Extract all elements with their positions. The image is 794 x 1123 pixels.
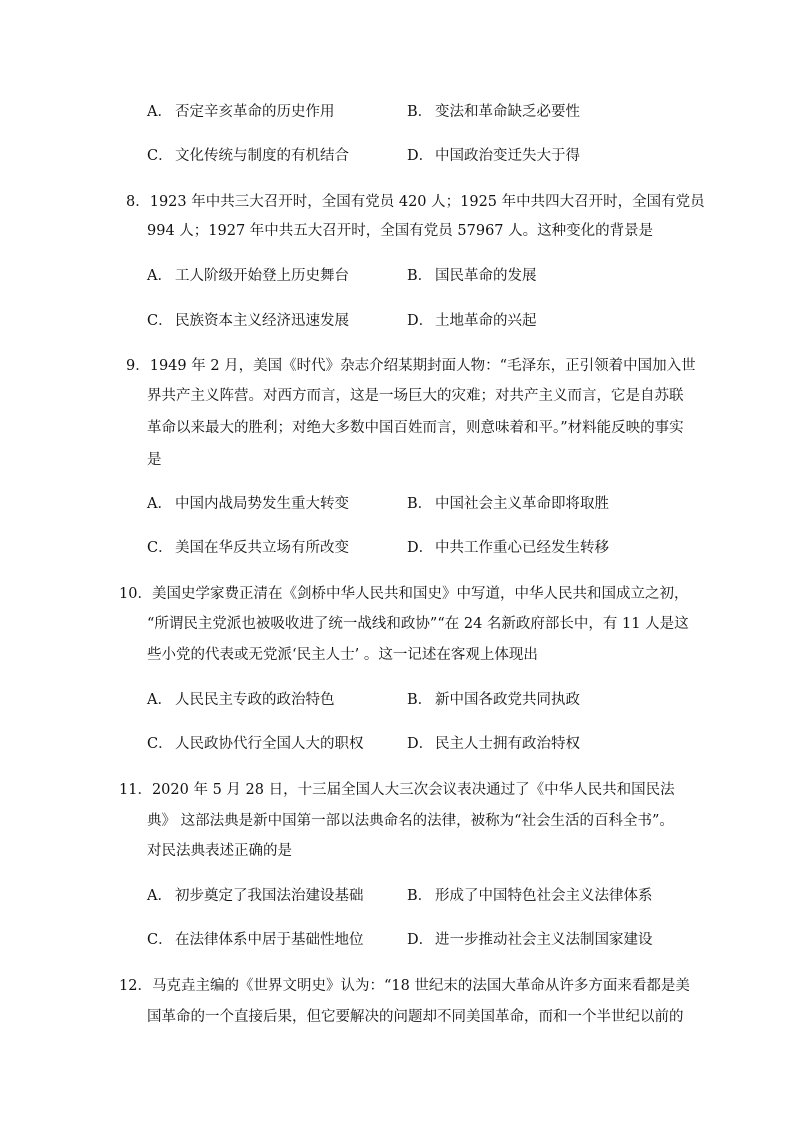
q12-stem-line-1: 12．马克垚主编的《世界文明史》认为：“18 世纪末的法国大革命从许多方面来看都是美: [119, 978, 690, 994]
q7-option-a: A． 否定辛亥革命的历史作用: [147, 104, 335, 120]
q11-option-b: B． 形成了中国特色社会主义法律体系: [407, 888, 653, 904]
q8-options-row-1: [147, 266, 707, 286]
q10-options-row-2: [147, 734, 707, 754]
q11-options-row-2: [147, 930, 707, 950]
q11-stem-line-2: 典》 这部法典是新中国第一部以法典命名的法律，被称为“社会生活的百科全书”。: [147, 813, 674, 829]
q7-option-c: C． 文化传统与制度的有机结合: [147, 148, 349, 164]
q7-option-b: B． 变法和革命缺乏必要性: [407, 104, 580, 120]
q10-stem-line-2: “所谓民主党派也被吸收进了统一战线和政协”“在 24 名新政府部长中，有 11 人是这: [147, 616, 689, 632]
q8-option-c: C． 民族资本主义经济迅速发展: [147, 313, 349, 329]
q8-option-b: B． 国民革命的发展: [407, 268, 537, 284]
q9-stem-line-2: 界共产主义阵营。对西方而言，这是一场巨大的灾难；对共产主义而言，它是自苏联: [147, 388, 684, 404]
q10-option-a: A． 人民民主专政的政治特色: [147, 692, 335, 708]
q9-stem-line-4: 是: [147, 452, 162, 468]
q8-option-a: A． 工人阶级开始登上历史舞台: [147, 268, 349, 284]
q9-stem-line-1: 9．1949 年 2 月，美国《时代》杂志介绍某期封面人物：“毛泽东，正引领着中国加入世: [126, 358, 696, 374]
q11-option-d: D． 进一步推动社会主义法制国家建设: [407, 932, 653, 948]
q8-option-d: D． 土地革命的兴起: [407, 313, 537, 329]
q9-options-row-2: [147, 538, 707, 558]
q11-stem-line-3: 对民法典表述正确的是: [147, 843, 292, 859]
q10-stem-line-3: 些小党的代表或无党派‘民主人士’ 。这一记述在客观上体现出: [147, 647, 538, 663]
q10-options-row-1: [147, 690, 707, 710]
q9-stem-line-3: 革命以来最大的胜利；对绝大多数中国百姓而言，则意味着和平。”材料能反映的事实: [147, 420, 684, 436]
q10-option-b: B． 新中国各政党共同执政: [407, 692, 580, 708]
q10-stem-line-1: 10．美国史学家费正清在《剑桥中华人民共和国史》中写道，中华人民共和国成立之初，: [119, 586, 689, 602]
q11-stem-line-1: 11．2020 年 5 月 28 日，十三届全国人大三次会议表决通过了《中华人民共和国民法: [119, 782, 675, 798]
q7-options-row-1: [147, 102, 707, 122]
q7-option-d: D． 中国政治变迁失大于得: [407, 148, 580, 164]
q8-options-row-2: [147, 311, 707, 331]
q12-stem-line-2: 国革命的一个直接后果，但它要解决的问题却不同美国革命，而和一个半世纪以前的: [147, 1009, 684, 1025]
q9-option-d: D． 中共工作重心已经发生转移: [407, 540, 609, 556]
q11-option-a: A． 初步奠定了我国法治建设基础: [147, 888, 364, 904]
q9-options-row-1: [147, 494, 707, 514]
q9-option-a: A． 中国内战局势发生重大转变: [147, 496, 349, 512]
q8-stem-line-2: 994 人；1927 年中共五大召开时，全国有党员 57967 人。这种变化的背景是: [147, 223, 654, 239]
q9-option-c: C． 美国在华反共立场有所改变: [147, 540, 349, 556]
q9-option-b: B． 中国社会主义革命即将取胜: [407, 496, 609, 512]
q10-option-c: C． 人民政协代行全国人大的职权: [147, 736, 364, 752]
q8-stem-line-1: 8．1923 年中共三大召开时，全国有党员 420 人；1925 年中共四大召开时，全国有党员: [126, 194, 705, 210]
q10-option-d: D． 民主人士拥有政治特权: [407, 736, 580, 752]
q11-options-row-1: [147, 886, 707, 906]
q7-options-row-2: [147, 146, 707, 166]
q11-option-c: C． 在法律体系中居于基础性地位: [147, 932, 364, 948]
